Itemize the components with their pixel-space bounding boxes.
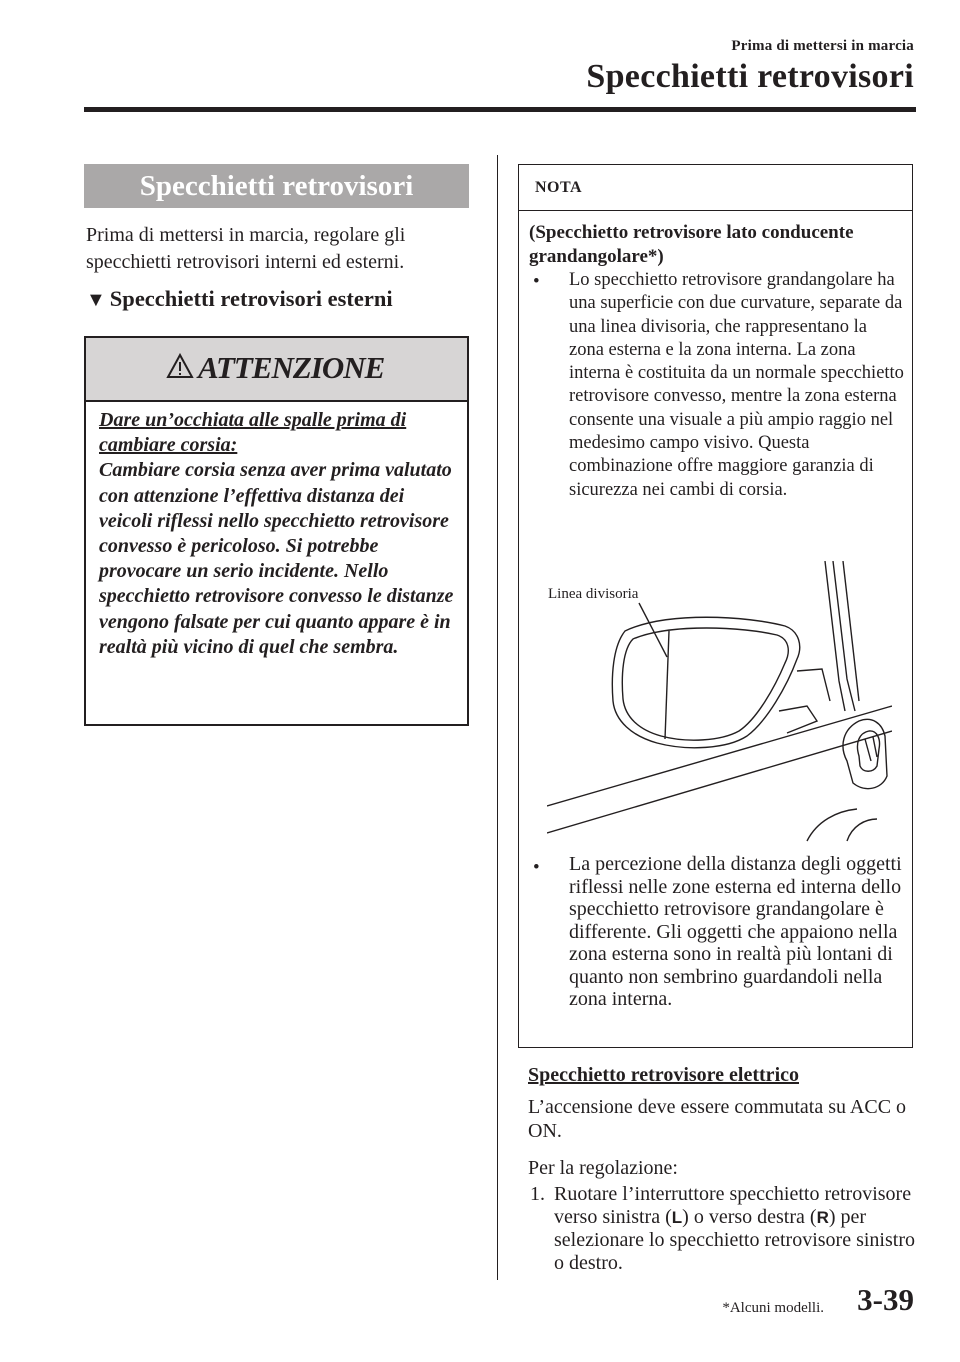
figure-label: Linea divisoria <box>548 586 639 602</box>
triangle-bullet-icon: ▼ <box>86 289 106 311</box>
adjustment-intro: Per la regolazione: <box>528 1157 678 1179</box>
warning-body <box>99 408 454 660</box>
column-divider <box>497 155 498 1280</box>
warning-title: Dare un’occhiata alle spalle prima di cambiare corsia: <box>99 409 407 457</box>
warning-box <box>84 336 469 726</box>
note-bullet-1: Lo specchietto retrovisore grandangolare ha una superficie con due curvature, separate da una linea divisoria, che rappresentano la zona esterna e la zona interna. La zona interna è costituita da un normale specchietto retrovisore convesso, mentre la zona esterna consente una visuale a più ampio raggio nel medesimo campo visivo. Questa combinazione offre maggiore garanzia di sicurezza nei cambi di corsia. <box>569 270 904 500</box>
electric-mirror-title: Specchietto retrovisore elettrico <box>528 1064 799 1086</box>
step-number: 1. <box>530 1183 545 1205</box>
intro-paragraph: Prima di mettersi in marcia, regolare gli specchietti retrovisori interni ed esterni. <box>86 224 406 273</box>
mirror-illustration <box>547 561 892 851</box>
step-text-part: Ruotare l’interruttore specchietto retrovisore verso sinistra ( <box>554 1183 912 1228</box>
step-text-part: ) o verso destra ( <box>682 1206 817 1228</box>
warning-text: Cambiare corsia senza aver prima valutato con attenzione l’effettiva distanza dei veicoli riflessi nello specchietto retrovisore convesso è pericoloso. Si potrebbe provocare un serio incidente. Nello specchietto retrovisore convesso le distanze vengono falsate per cui quanto appare è in realtà più vicino di quel che sembra. <box>99 459 454 658</box>
subheading <box>86 286 393 312</box>
step-1-text <box>554 1183 919 1275</box>
warning-header <box>86 338 467 402</box>
note-label: NOTA <box>535 179 583 196</box>
chapter-title: Prima di mettersi in marcia <box>731 38 914 54</box>
note-bullet-2: La percezione della distanza degli oggetti riflessi nelle zone esterna ed interna dello specchietto retrovisore grandangolare è differente. Gli oggetti che appaiono nella zona esterna sono in realtà più lontani di quanto non sembrino guardandoli nella zona interna. <box>569 853 902 1010</box>
page-number: 3-39 <box>857 1282 914 1317</box>
section-header-title: Specchietti retrovisori <box>586 58 914 95</box>
bullet-dot-icon: • <box>533 271 540 292</box>
electric-mirror-paragraph: L’accensione deve essere commutata su ACC o ON. <box>528 1096 907 1142</box>
warning-triangle-icon <box>166 353 194 379</box>
note-header <box>519 165 912 211</box>
section-banner: Specchietti retrovisori <box>84 164 469 208</box>
header-rule <box>84 107 916 112</box>
left-key-glyph: L <box>671 1208 683 1227</box>
subheading-text: Specchietti retrovisori esterni <box>109 286 393 311</box>
right-key-glyph: R <box>816 1208 829 1227</box>
bullet-dot-icon: • <box>533 857 540 878</box>
note-title: (Specchietto retrovisore lato conducente grandangolare*) <box>529 222 854 267</box>
footnote: *Alcuni modelli. <box>722 1300 824 1316</box>
step-text-part: ) per selezionare lo specchietto retrovisore sinistro o destro. <box>554 1206 915 1274</box>
warning-label: ATTENZIONE <box>198 350 385 385</box>
note-box <box>518 164 913 1048</box>
